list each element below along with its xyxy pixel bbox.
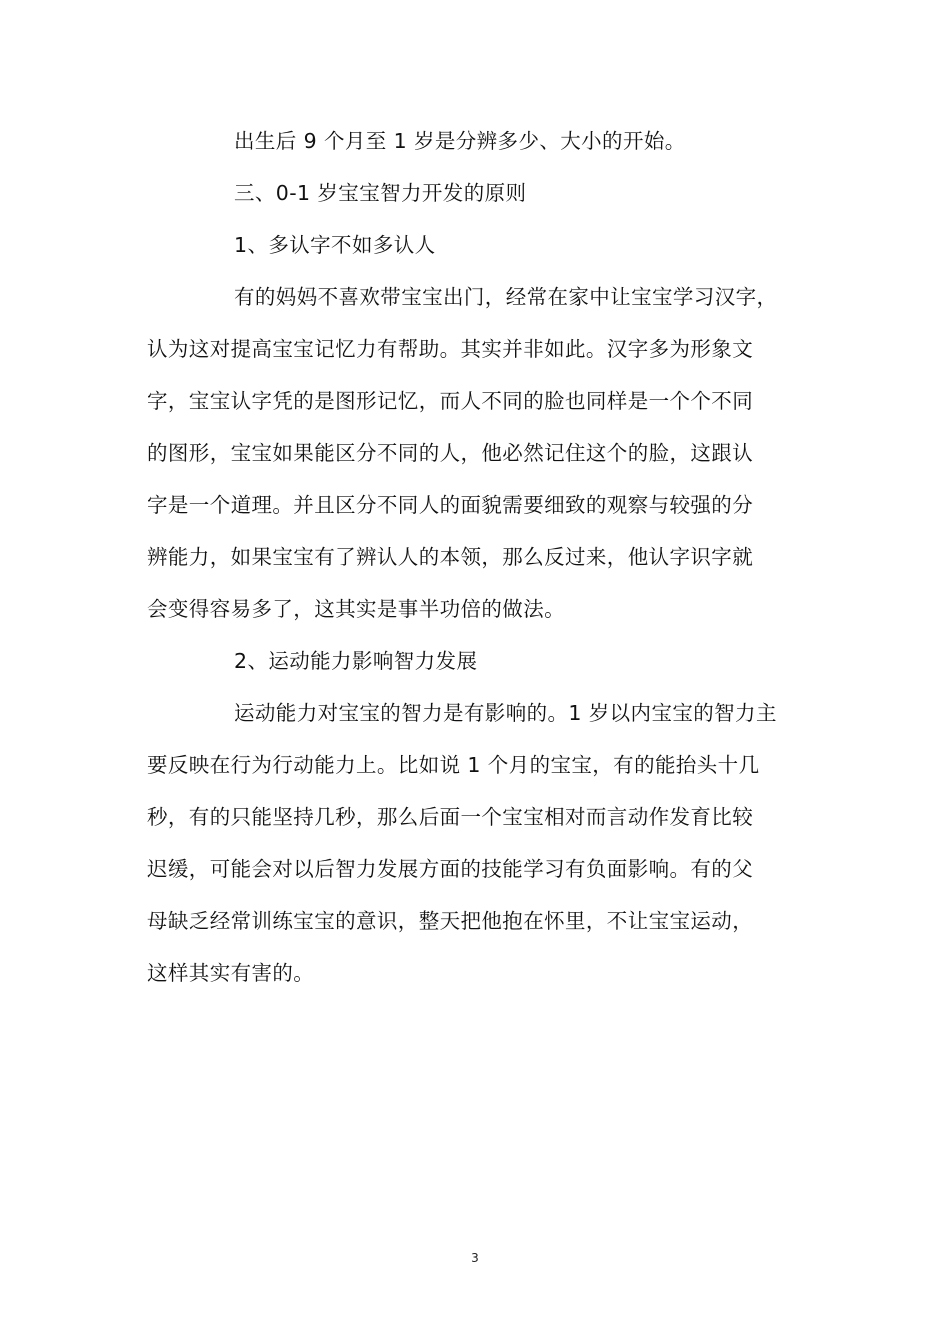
text-line: 有的妈妈不喜欢带宝宝出门，经常在家中让宝宝学习汉字， xyxy=(234,285,778,309)
text-line: 三、0-1 岁宝宝智力开发的原则 xyxy=(234,181,527,205)
section-heading xyxy=(147,167,837,219)
text-line: 会变得容易多了，这其实是事半功倍的做法。 xyxy=(147,597,565,621)
text-line: 1、多认字不如多认人 xyxy=(234,233,436,257)
page-number: 3 xyxy=(471,1251,479,1265)
text-line: 的图形，宝宝如果能区分不同的人，他必然记住这个的脸，这跟认 xyxy=(147,441,754,465)
text-line: 认为这对提高宝宝记忆力有帮助。其实并非如此。汉字多为形象文 xyxy=(147,337,754,361)
paragraph-1 xyxy=(147,115,837,167)
text-line: 母缺乏经常训练宝宝的意识，整天把他抱在怀里，不让宝宝运动， xyxy=(147,909,754,933)
text-line: 字，宝宝认字凭的是图形记忆，而人不同的脸也同样是一个个不同 xyxy=(147,389,754,413)
text-line: 运动能力对宝宝的智力是有影响的。1 岁以内宝宝的智力主 xyxy=(234,701,777,725)
paragraph-2 xyxy=(147,271,837,635)
subheading-2 xyxy=(147,635,837,687)
subheading-1 xyxy=(147,219,837,271)
text-line: 出生后 9 个月至 1 岁是分辨多少、大小的开始。 xyxy=(234,129,686,153)
text-line: 2、运动能力影响智力发展 xyxy=(234,649,478,673)
text-line: 秒，有的只能坚持几秒，那么后面一个宝宝相对而言动作发育比较 xyxy=(147,805,754,829)
paragraph-3 xyxy=(147,687,837,999)
text-line: 要反映在行为行动能力上。比如说 1 个月的宝宝，有的能抬头十几 xyxy=(147,753,760,777)
text-line: 这样其实有害的。 xyxy=(147,961,315,985)
text-line: 迟缓，可能会对以后智力发展方面的技能学习有负面影响。有的父 xyxy=(147,857,754,881)
text-line: 辨能力，如果宝宝有了辨认人的本领，那么反过来，他认字识字就 xyxy=(147,545,754,569)
document-body xyxy=(147,115,837,999)
text-line: 字是一个道理。并且区分不同人的面貌需要细致的观察与较强的分 xyxy=(147,493,754,517)
